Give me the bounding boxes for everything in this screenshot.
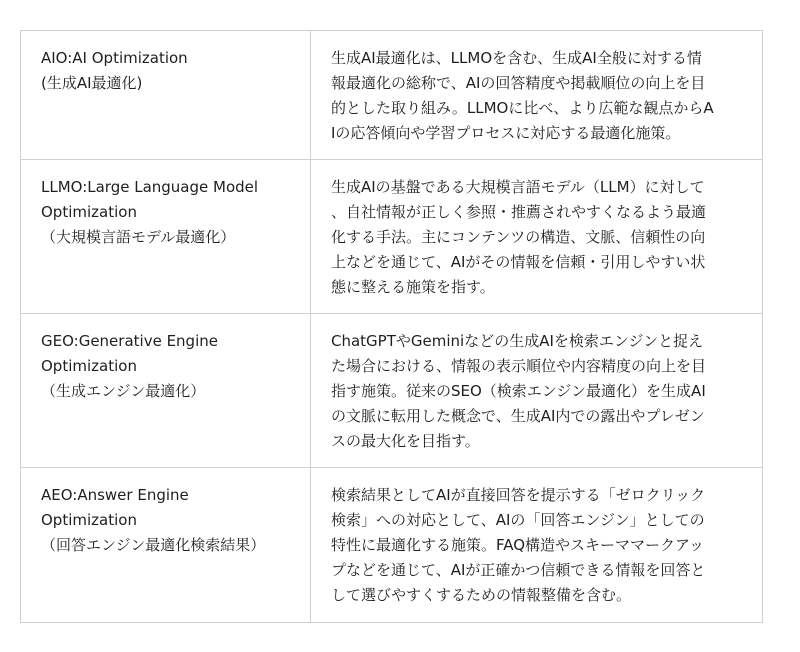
description-line: 報最適化の総称で、AIの回答精度や掲載順位の向上を目 — [331, 74, 706, 92]
term-cell — [21, 314, 311, 468]
description-line: 上などを通じて、AIがその情報を信頼・引用しやすい状 — [331, 253, 706, 271]
term-line: (生成AI最適化) — [41, 74, 143, 92]
description-line: Iの応答傾向や学習プロセスに対応する最適化施策。 — [331, 124, 681, 142]
terms-table — [20, 30, 763, 623]
description-cell — [311, 468, 763, 623]
description-line: 、自社情報が正しく参照・推薦されやすくなるよう最適 — [331, 203, 707, 221]
table-row — [21, 160, 763, 314]
table-row — [21, 31, 763, 160]
description-line: プなどを通じて、AIが正確かつ信頼できる情報を回答と — [331, 561, 706, 579]
description-cell — [311, 160, 763, 314]
term-line: （回答エンジン最適化検索結果） — [41, 536, 266, 554]
term-line: Optimization — [41, 203, 137, 221]
description-cell — [311, 314, 763, 468]
description-line: 検索結果としてAIが直接回答を提示する「ゼロクリック — [331, 486, 706, 504]
description-line: スの最大化を目指す。 — [331, 432, 480, 450]
term-line: LLMO:Large Language Model — [41, 178, 259, 196]
description-line: た場合における、情報の表示順位や内容精度の向上を目 — [331, 357, 707, 375]
description-line: 指す施策。従来のSEO（検索エンジン最適化）を生成AI — [331, 382, 706, 400]
description-line: の文脈に転用した概念で、生成AI内での露出やプレゼン — [331, 407, 705, 425]
description-line: 態に整える施策を指す。 — [331, 278, 495, 296]
description-line: 検索」への対応として、AIの「回答エンジン」としての — [331, 511, 705, 529]
term-line: Optimization — [41, 511, 137, 529]
term-cell — [21, 31, 311, 160]
term-cell — [21, 468, 311, 623]
description-cell — [311, 31, 763, 160]
table-row — [21, 468, 763, 623]
description-line: ChatGPTやGeminiなどの生成AIを検索エンジンと捉え — [331, 332, 704, 350]
description-line: 特性に最適化する施策。FAQ構造やスキーママークアッ — [331, 536, 705, 554]
description-line: 生成AIの基盤である大規模言語モデル（LLM）に対して — [331, 178, 705, 196]
table-row — [21, 314, 763, 468]
description-line: 化する手法。主にコンテンツの構造、文脈、信頼性の向 — [331, 228, 706, 246]
term-line: GEO:Generative Engine — [41, 332, 218, 350]
term-cell — [21, 160, 311, 314]
term-line: （生成エンジン最適化） — [41, 382, 206, 400]
description-line: して選びやすくするための情報整備を含む。 — [331, 586, 632, 604]
term-line: Optimization — [41, 357, 137, 375]
description-line: 生成AI最適化は、LLMOを含む、生成AI全般に対する情 — [331, 49, 702, 67]
term-line: AIO:AI Optimization — [41, 49, 188, 67]
description-line: 的とした取り組み。LLMOに比べ、より広範な観点からA — [331, 99, 714, 117]
term-line: AEO:Answer Engine — [41, 486, 189, 504]
term-line: （大規模言語モデル最適化） — [41, 228, 236, 246]
